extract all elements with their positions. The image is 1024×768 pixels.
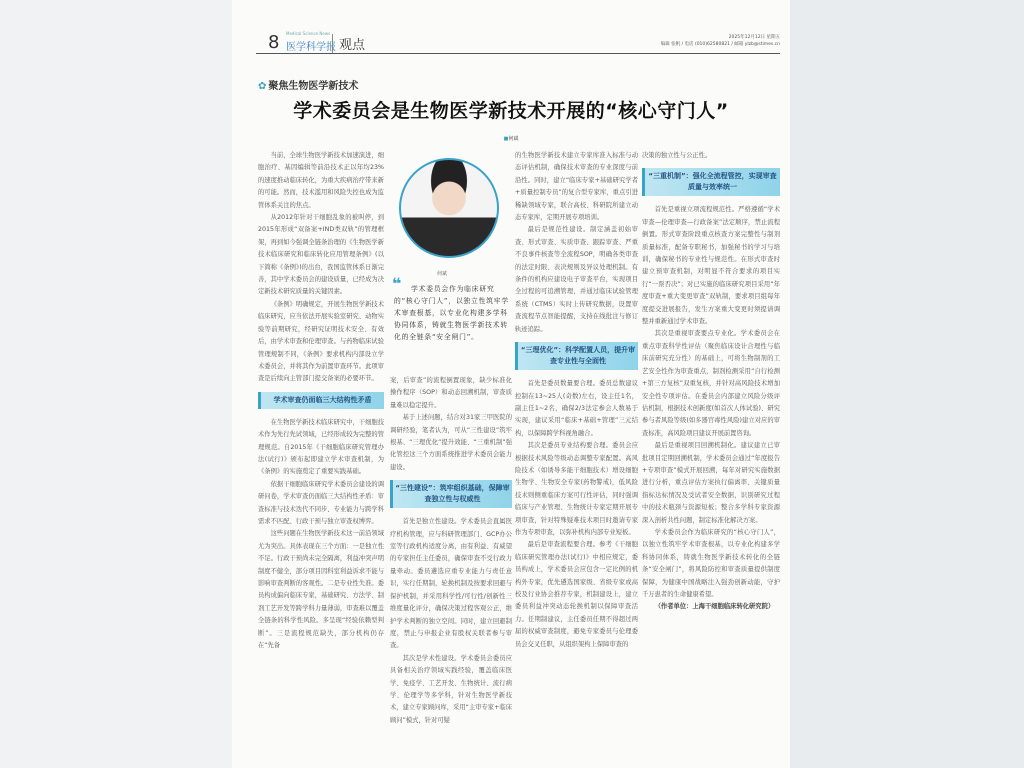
author-name: 何斌: [508, 136, 519, 142]
paragraph: 其次是重视审查要点专业化。学术委员会在重点审查科学性评估（聚焦临床设计合理性与临床前研究充分性）的基础上，可将生物制剂的工艺安全性作为审查重点，制剂检测采用“自行检测+第三方复核”双重复核，并针对高风险技术增加安全性专项评估。在委员会内部建立风险分级评估机制，根据技术创新度(如首次人体试验)、研究参与者风险等级(如多器官毒性风险)建立对应的审查标准，高风险项目建议开展前置咨询。: [642, 330, 780, 437]
paragraph: 依据干细胞临床研究学术委员会建设的调研问卷，学术审查仍面临三大结构性矛盾：审查标准与技术迭代不同步、专业能力与跨学科需求不匹配、行政干预与独立审查权博弈。: [258, 480, 384, 525]
paragraph: 《条例》明确规定，开展生物医学新技术临床研究，应当依法开展实验室研究、动物实验等前期研究，经研究证明技术安全、有效后，由学术审查和伦理审查。与药物临床试验管理规制不同，《条例》要求机构内部设立学术委员会，并将其作为前置审查环节。此项审查是后续向主管部门提交备案的必要环节。: [258, 300, 384, 383]
author-photo: [399, 158, 499, 258]
topic-kicker: [258, 77, 358, 92]
newspaper-page: [232, 0, 790, 768]
section-heading: “三重机制”：强化全流程管控，实现审查质量与效率统一: [642, 168, 780, 196]
page-header: [256, 30, 780, 54]
section-heading: “三性建设”：筑牢组织基础，保障审查独立性与权威性: [390, 480, 512, 508]
paragraph: 学术委员会作为临床研究的“核心守门人”，以独立性筑牢学术审查根基，以专业化构建多学科协同体系，铸就生物医学新技术转化的全链条“安全闸门”，将风险防控和审查质量提供制度保障，为健康中国战略注入强劲创新动能，守护千万患者的生命健康希望。: [642, 528, 780, 598]
section-heading: 学术审查仍面临三大结构性矛盾: [258, 392, 384, 409]
paragraph: 的生物医学新技术建立专家库准入标准与动态评估机制，确保技术审查的专业深度与前沿性。同时，建立“临床专家+基础研究学者+质量控制专员”的复合型专家库，重点引进稀缺领域专家，联合高校、科研院所建立动态专家库，定期开展专项培训。: [515, 152, 638, 222]
bullet-icon: ■: [503, 136, 509, 142]
paragraph: 其次是学术性建设。学术委员会委员应具备相关治疗领域实践经验，覆盖临床医学、免疫学、工艺开发、生物统计、流行病学、伦理学等多学科，针对生物医学新技术，建立专家顾问库，采用“主审专家+临床顾问”模式，针对可疑: [390, 654, 512, 724]
quote-mark-icon: ❝: [392, 274, 403, 293]
flower-icon: ✿: [258, 81, 267, 92]
column-2: [390, 375, 512, 768]
paragraph: 基于上述问题，结合对31家三甲医院的调研经验，笔者认为，可从“三性建设”筑牢根基、“三理优化”提升效能、“三重机制”强化管控这三个方面系统推进学术委员会能力建设。: [390, 414, 512, 471]
column-4: [642, 150, 780, 768]
byline: [232, 135, 790, 142]
paragraph: 最后是规范性建设。制定涵盖初始审查、形式审查、实质审查、跟踪审查、严重不良事件核查等全流程SOP，明确各类审查的法定时限、表决规则及异议处理机制。有条件的机构应建设电子审查平台，实现项目全过程的可追溯管理，并通过临床试验管理系统（CTMS）实时上传研究数据，设置审查流程节点智能提醒，支持在线批注与修订轨迹追踪。: [515, 226, 638, 333]
column-1: [258, 150, 384, 768]
paragraph: 从2012年针对干细胞乱象的被叫停，到2015年形成“双备案+IND类双轨”的管理框架，再到如今强调全链条治理的《生物医学新技术临床研究和临床转化应用管理条例》(以下简称《条例》)的出台，我国监管体系日渐完善，其中学术委员会的建设质量，已经成为决定新技术研究质量的关键因素。: [258, 214, 384, 296]
paragraph: 首先是重视立项流程规范性。严格遵循“学术审查—伦理审查—行政备案”法定顺序，禁止流程倒置。形式审查阶段重点核查方案完整性与制剂质量标准，配备专职秘书，加强秘书的学习与培训，确保秘书的专业性与规范性。在形式审查时建立预审查机制，对明显不符合要求的项目实行“一票否决”；对已实施的临床研究项目采用“年度审查+重大变更审查”双轨制，要求项目组每年度提交进展报告，发生方案重大变更时须提请调整并重新通过学术审查。: [642, 206, 780, 326]
kicker-text: 聚焦生物医学新技术: [268, 81, 359, 92]
page-number: 8: [268, 32, 280, 53]
pull-quote-text: 学术委员会作为临床研究的“核心守门人”，以独立性筑牢学术审查根基，以专业化构建多学科协同体系，铸就生物医学新技术转化的全链条“安全闸门”。: [394, 285, 509, 341]
issue-date: 2025年12月12日 星期五: [728, 35, 780, 40]
paragraph: 其次是委员专业结构要合理。委员会应根据技术风险等级动态调整专家配置。高风险技术（如诱导多能干细胞技术）增设细胞生物学、生物安全专家(药物警戒)，低风险技术则侧重临床方案可行性评估，同时强调临床与产业管理、生物统计专家定期开展专项审查，针对特殊疑难技术项目时邀请专家作为专项审查，以弥补机构内部专业短板。: [515, 442, 638, 536]
viewer-background-left: [0, 0, 232, 768]
column-3: [515, 150, 638, 768]
photo-caption: 何斌: [437, 271, 448, 277]
paragraph: 最后是审查流程要合理。参考《干细胞临床研究管理办法(试行)》中相应规定，委员构成上，学术委员会应包含一定比例的机构外专家，优先遴选国家级、省级专家或高校及行业协会推荐专家，机制建设上，建立委员利益冲突动态轮换机制以保障审查活力。任期制建议，主任委员任期不得超过两届的权威审查制度，避免专家委员与伦理委员会交叉任职，从组织架构上保障审查的: [515, 541, 638, 648]
author-affiliation: （作者单位：上海干细胞临床转化研究院）: [654, 603, 775, 611]
paragraph: 最后是重视项目回溯机制化。建议建立已审批项目定期回溯机制，学术委员会通过“年度报告+专项审查”模式开展回溯，每年对研究实施数据进行分析，重点评估方案执行偏离率、关键质量指标达标情况及受试者安全数据，识别研究过程中的技术瓶颈与资源短板；整合多学科专家资源深入剖析共性问题，制定标准化解决方案。: [642, 442, 780, 524]
paragraph: 案，后审查”的流程倒置现象，缺少标准化操作程序（SOP）和动态回溯机制，审查质量难以稳定提升。: [390, 377, 512, 409]
paragraph: 当前，全球生物医学新技术加速演进，细胞治疗、基因编辑等前沿技术正以年均23%的速度推动临床转化，为重大疾病治疗带来新的可能。然而，技术滥用和风险失控也成为监管体系关注的焦点。: [258, 152, 384, 209]
header-meta: [661, 34, 780, 48]
viewer-background-right: [790, 0, 1024, 768]
paper-logo: 医学科学报: [286, 42, 336, 53]
article-title: 学术委员会是生物医学新技术开展的“核心守门人”: [293, 100, 729, 122]
editor-line: 编辑 张帆 / 电话 (010)62580821 / 邮箱 ylzb@stimes.cn: [660, 42, 780, 47]
section-name: 观点: [332, 34, 365, 53]
paper-name-en: Medical Science News: [286, 31, 331, 36]
paragraph: 决策的独立性与公正性。: [642, 152, 712, 159]
paragraph: 这些问题在生物医学新技术这一前沿领域尤为突出。具体表现在三个方面：一是独立性不足。行政干预尚未完全隔离，利益冲突声明制度不健全，部分项目因科室利益诉求不能与影响审查判断的客观性。二是专业性失准。委员构成偏向临床专家，基础研究、方法学、制剂工艺开发等跨学科力量薄弱，审查难以覆盖全链条的科学性风险。多呈现“经验依赖型判断”。三是流程规范缺失，部分机构仍存在“先备: [258, 530, 384, 650]
paragraph: 在生物医学新技术临床研究中，干细胞技术作为先行先试领域，已经形成较为完整的管理规范。自2015年《干细胞临床研究管理办法(试行)》颁布起即建立学术审查机制，为《条例》的实施奠定了重要实践基础。: [258, 418, 384, 476]
section-heading: “三理优化”：科学配置人员，提升审查专业性与全面性: [515, 342, 638, 370]
paragraph: 首先是独立性建设。学术委员会直属医疗机构管理，应与科研管理部门、GCP办公室等行政机构适度分离，由有利益、有威望的专家担任主任委员，确保审查不受行政力量牵动。委员遴选应重专业能力与责任意识，实行任期制，轮换机制及按要求回避与保护机制，并采用科学性/可行性/创新性三维度量化评分，确保决策过程客观公正，维护学术判断的独立空间。同时，建立回避制度，禁止与申报企业有股权关联者参与审查。: [390, 518, 512, 650]
paragraph: 首先是委员数量要合理。委员总数建议控制在13~25人(奇数)左右，设主任1名，副主任1~2名，确保2/3法定参会人数易于实现，建议采用“临床+基础+管理”三元结构，以保障跨学科视角融合。: [515, 380, 638, 437]
